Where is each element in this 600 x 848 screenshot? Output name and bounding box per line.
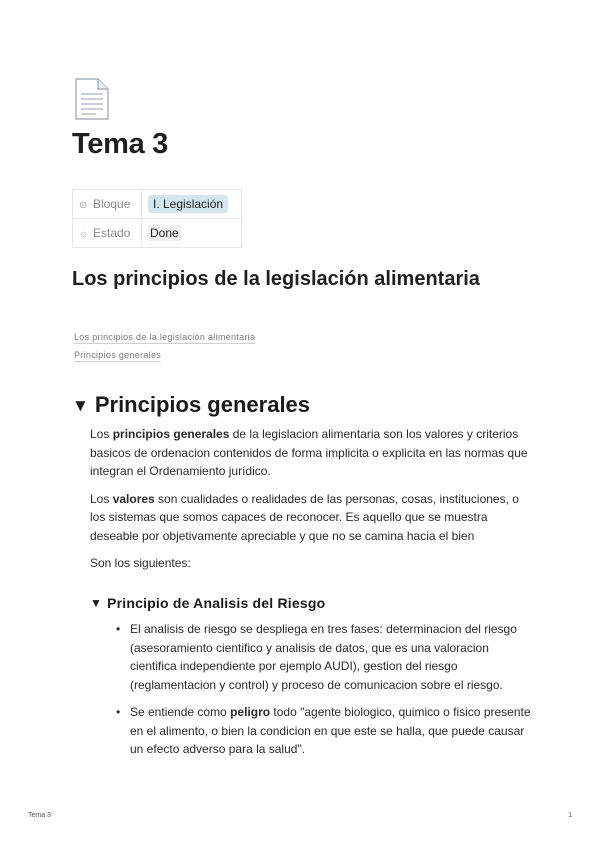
- principios-body: [90, 425, 530, 582]
- text: todo "agente biologico, quimico o fisico presente en el alimento, o bien la condicion en que este se halla, que puede causar un efecto adverso para la salud".: [130, 705, 531, 756]
- triangle-down-icon[interactable]: ▼: [72, 396, 89, 415]
- property-value[interactable]: [142, 190, 242, 219]
- bloque-tag: I. Legislación: [148, 195, 228, 213]
- bullet-list: [114, 620, 534, 768]
- select-icon: ⊙: [79, 200, 88, 211]
- property-row-bloque: [73, 190, 242, 219]
- property-key: [73, 190, 142, 219]
- toc-link[interactable]: Principios generales: [74, 350, 162, 360]
- property-value[interactable]: [142, 219, 242, 248]
- toc-link[interactable]: Los principios de la legislación alimentaria: [74, 332, 256, 342]
- list-item: [114, 703, 534, 759]
- text: Los: [90, 491, 113, 506]
- footer-title: Tema 3: [28, 812, 51, 819]
- bold-text: peligro: [230, 705, 271, 719]
- paragraph: Son los siguientes:: [90, 556, 191, 570]
- status-icon: ☼: [79, 229, 89, 240]
- property-key-label: Bloque: [93, 197, 131, 211]
- table-of-contents: [74, 328, 255, 364]
- text: Se entiende como: [130, 705, 231, 719]
- heading-label: Principios generales: [94, 392, 311, 417]
- bold-text: principios generales: [112, 427, 230, 441]
- triangle-down-icon[interactable]: ▼: [90, 596, 103, 610]
- text: de la legislacion alimentaria son los valores y criterios basicos de ordenacion contenidos de forma implicita o explicita en las normas que integran el Ordenamiento jurídico.: [90, 427, 528, 478]
- toggle-heading-riesgo[interactable]: [90, 595, 325, 611]
- paragraph: [90, 490, 530, 546]
- document-icon: [74, 78, 110, 120]
- property-key: [73, 219, 142, 248]
- property-key-label: Estado: [93, 226, 131, 240]
- paragraph: [90, 425, 530, 481]
- text: son cualidades o realidades de las personas, cosas, instituciones, o los sistemas que somos capaces de reconocer. Es aquello que se muestra deseable por objetivamente apreciable y que no se camina hacia el bien: [90, 491, 519, 543]
- heading-label: Principio de Analisis del Riesgo: [107, 595, 326, 611]
- page-number: 1: [568, 812, 572, 819]
- page-title: Tema 3: [72, 128, 168, 160]
- toggle-heading-principios[interactable]: [72, 392, 310, 418]
- bold-text: valores: [112, 491, 155, 506]
- property-row-estado: [73, 219, 242, 248]
- estado-value: Done: [150, 226, 179, 240]
- text: Los: [90, 427, 113, 441]
- section-title: Los principios de la legislación alimentaria: [72, 268, 480, 290]
- list-item: • El analisis de riesgo se despliega en tres fases: determinacion del riesgo (asesoramiento cientifico y analisis de datos, que es una valoracion cientifica independiente por ejemplo AUDI), gestion del riesgo (reglamentacion y control) y proceso de comunicacion sobre el riesgo.: [114, 620, 534, 694]
- properties-table: [72, 189, 242, 248]
